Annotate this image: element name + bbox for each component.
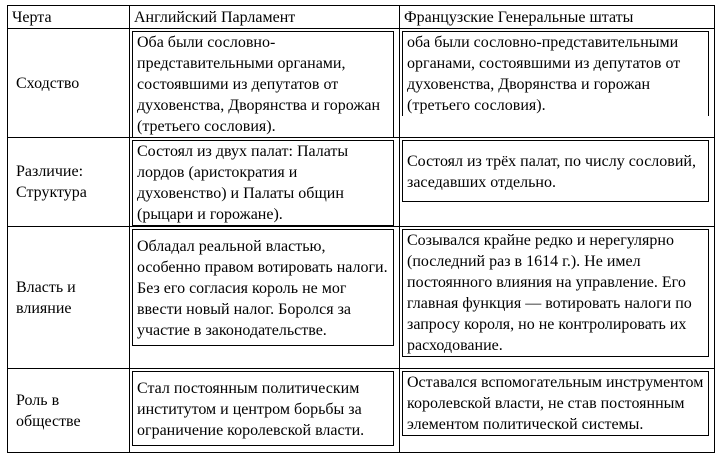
french-cell xyxy=(400,29,715,138)
feature-label: Различие: Структура xyxy=(16,163,87,201)
header-english-label: Английский Парламент xyxy=(134,9,296,26)
french-text: оба были сословно-представительными органами, состоявшими из депутатов от духовенства, Дворянства и горожан (третьего сословия). xyxy=(402,31,709,116)
header-cell-english xyxy=(130,6,400,29)
english-cell xyxy=(130,29,400,138)
table-row xyxy=(8,227,715,369)
comparison-table xyxy=(7,5,715,453)
feature-cell xyxy=(8,138,130,227)
table-row xyxy=(8,369,715,453)
english-cell xyxy=(130,227,400,369)
english-text: Оба были сословно-представительными органами, состоявшими из депутатов от духовенства, Дворянства и горожан (третьего сословия). xyxy=(132,31,394,137)
header-cell-feature xyxy=(8,6,130,29)
feature-cell xyxy=(8,29,130,138)
french-text: Оставался вспомогательным инструментом королевской власти, не став постоянным элементом политической системы. xyxy=(402,371,709,436)
french-text: Созывался крайне редко и нерегулярно (последний раз в 1614 г.). Не имел постоянного влияния на управление. Его главная функция — вотировать налоги по запросу короля, но не контролировать их расходование. xyxy=(402,229,709,357)
english-cell xyxy=(130,138,400,227)
feature-label: Власть и влияние xyxy=(16,278,76,317)
french-cell xyxy=(400,369,715,453)
english-text: Состоял из двух палат: Палаты лордов (аристократия и духовенство) и Палаты общин (рыцари и горожане). xyxy=(132,140,394,226)
table-header-row xyxy=(8,6,715,29)
feature-label: Сходство xyxy=(16,74,80,92)
french-text: Состоял из трёх палат, по числу сословий, заседавших отдельно. xyxy=(402,140,709,202)
feature-cell xyxy=(8,369,130,453)
feature-label: Роль в обществе xyxy=(16,391,81,430)
english-text: Стал постоянным политическим институтом и центром борьбы за ограничение королевской власти. xyxy=(132,371,394,446)
table-row xyxy=(8,29,715,138)
header-french-label: Французские Генеральные штаты xyxy=(404,9,634,26)
header-feature-label: Черта xyxy=(12,9,52,26)
english-cell xyxy=(130,369,400,453)
table-row xyxy=(8,138,715,227)
english-text: Обладал реальной властью, особенно правом вотировать налоги. Без его согласия король не мог ввести новый налог. Боролся за участие в законодательстве. xyxy=(132,229,394,346)
feature-cell xyxy=(8,227,130,369)
header-cell-french xyxy=(400,6,715,29)
french-cell xyxy=(400,227,715,369)
french-cell xyxy=(400,138,715,227)
